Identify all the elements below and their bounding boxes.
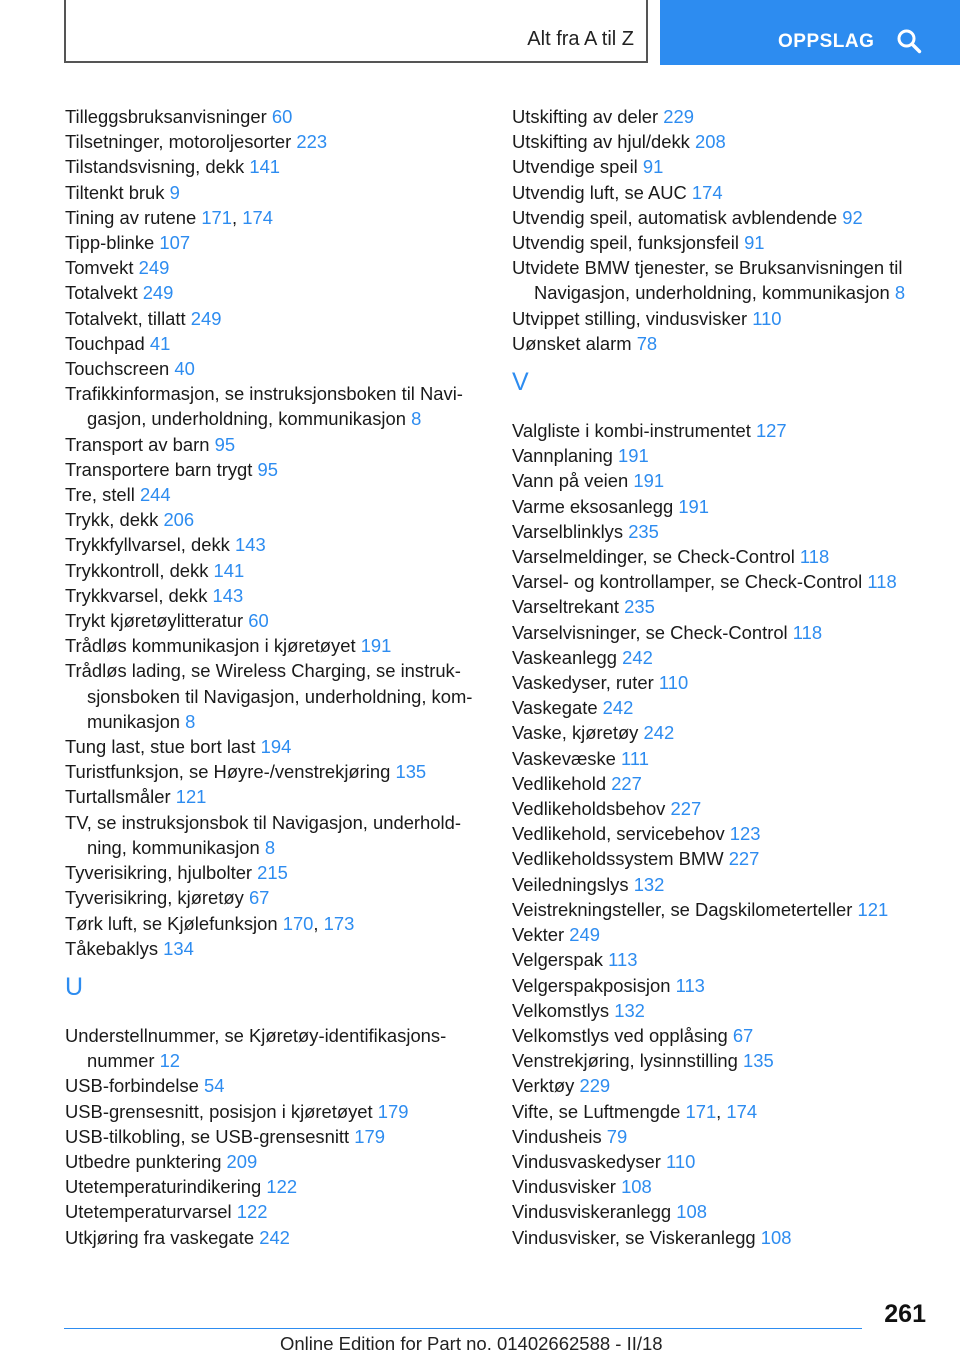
entry-term: Transport av barn <box>65 433 210 455</box>
page-reference-link[interactable]: 191 <box>618 445 649 467</box>
oppslag-tab[interactable] <box>660 0 960 65</box>
tab-label: OPPSLAG <box>778 31 875 52</box>
index-entry <box>65 1073 483 1098</box>
index-entry <box>512 973 932 998</box>
entry-term: USB-grensesnitt, posisjon i kjøretøyet <box>65 1100 373 1122</box>
entry-term: TV, se instruksjonsbok til Navigasjon, underhold-ning, kommunikasjon <box>65 811 461 858</box>
page-reference-link[interactable]: 121 <box>175 786 207 808</box>
page-reference-link[interactable]: 122 <box>236 1201 268 1223</box>
entry-term: Tilsetninger, motoroljesorter <box>65 131 292 153</box>
section-title: Alt fra A til Z <box>527 28 634 50</box>
page-reference-link[interactable]: 113 <box>675 974 705 996</box>
index-entry <box>65 608 483 633</box>
page-reference-link[interactable]: 92 <box>842 206 863 228</box>
page-reference-link[interactable]: 141 <box>213 559 245 581</box>
index-entry <box>512 205 932 230</box>
page-reference-link[interactable]: 107 <box>159 232 191 254</box>
entry-term: Trykkfyllvarsel, dekk <box>65 534 230 556</box>
entry-term: Verktøy <box>512 1075 575 1097</box>
page-reference-link[interactable]: 67 <box>248 887 270 909</box>
page-reference-link[interactable]: 135 <box>743 1050 774 1072</box>
page-reference-link[interactable]: 171 <box>685 1100 717 1122</box>
index-entry <box>512 1048 932 1073</box>
page-reference-link[interactable]: 249 <box>138 257 170 279</box>
index-entry <box>65 104 483 129</box>
page-reference-link[interactable]: 8 <box>264 836 276 858</box>
index-entry <box>65 583 483 608</box>
page-reference-link[interactable]: 134 <box>163 937 194 959</box>
page-reference-link[interactable]: 79 <box>606 1125 628 1147</box>
index-entry <box>512 846 932 871</box>
page-reference-link[interactable]: 12 <box>159 1050 181 1072</box>
entry-term: Utskifting av hjul/dekk <box>512 131 690 153</box>
index-entry: Tining av rutene 171, 174 <box>65 206 273 228</box>
page-reference-link[interactable]: 191 <box>678 495 709 517</box>
index-entry <box>512 418 932 443</box>
entry-term: Trådløs kommunikasjon i kjøretøyet <box>65 635 356 657</box>
page-reference-link[interactable]: 118 <box>792 621 823 643</box>
page-reference-link[interactable]: 179 <box>354 1125 385 1147</box>
entry-term: Vindusvisker <box>512 1176 616 1198</box>
index-letter-heading: U <box>65 972 84 1001</box>
page-reference-link[interactable]: 223 <box>296 131 328 153</box>
page-reference-link[interactable]: 179 <box>377 1100 409 1122</box>
page-reference-link[interactable]: 174 <box>691 181 723 203</box>
index-entry <box>512 1124 932 1149</box>
entry-term: Velgerspakposisjon <box>512 974 671 996</box>
entry-term: Veiledningslys <box>512 873 629 895</box>
index-entry <box>65 1225 483 1250</box>
index-entry <box>512 443 932 468</box>
index-entry <box>512 306 932 331</box>
index-entry <box>512 897 932 922</box>
entry-term: Vedlikehold, servicebehov <box>512 823 725 845</box>
entry-term: Tre, stell <box>65 484 135 506</box>
index-entry: Tørk luft, se Kjølefunksjon 170, 173 <box>65 912 355 934</box>
page-reference-link[interactable]: 8 <box>185 710 196 732</box>
entry-term: Tining av rutene <box>65 206 197 228</box>
entry-term: Utetemperaturindikering <box>65 1176 262 1198</box>
index-entry <box>65 457 483 482</box>
entry-term: Utvendig speil, automatisk avblendende <box>512 206 838 228</box>
index-entry <box>65 280 483 305</box>
index-entry <box>512 255 932 305</box>
index-entry <box>512 331 932 356</box>
index-entry <box>65 306 483 331</box>
page-reference-link[interactable]: 173 <box>323 912 355 934</box>
page-reference-link[interactable]: 108 <box>760 1226 792 1248</box>
entry-term: Utkjøring fra vaskegate <box>65 1226 255 1248</box>
page-reference-link[interactable]: 135 <box>395 761 427 783</box>
index-entry <box>512 771 932 796</box>
index-entry <box>512 180 932 205</box>
entry-term: Vaskeanlegg <box>512 646 617 668</box>
page-reference-link[interactable]: 110 <box>658 672 689 694</box>
entry-term: Trykt kjøretøylitteratur <box>65 610 244 632</box>
entry-term: Utetemperaturvarsel <box>65 1201 232 1223</box>
entry-term: Trådløs lading, se Wireless Charging, se instruk-sjonsboken til Navigasjon, underholdning, kom-munikasjon <box>65 660 473 732</box>
page-reference-link[interactable]: 227 <box>728 848 760 870</box>
page-reference-link[interactable]: 229 <box>579 1075 611 1097</box>
entry-term: Vindusvaskedyser <box>512 1150 661 1172</box>
entry-term: Trykk, dekk <box>65 509 159 531</box>
page-reference-link[interactable]: 122 <box>266 1176 298 1198</box>
entry-term: Vedlikeholdssystem BMW <box>512 848 724 870</box>
index-entry <box>65 936 483 961</box>
index-entry <box>65 331 483 356</box>
entry-term: Turistfunksjon, se Høyre-/venstrekjøring <box>65 761 391 783</box>
index-entry <box>512 129 932 154</box>
entry-term: Trykkontroll, dekk <box>65 559 209 581</box>
index-entry <box>65 734 483 759</box>
page-reference-link[interactable]: 95 <box>214 433 236 455</box>
index-entry <box>512 104 932 129</box>
page-reference-link[interactable]: 209 <box>226 1150 258 1172</box>
page-reference-link[interactable]: 242 <box>259 1226 290 1248</box>
page-reference-link[interactable]: 227 <box>670 798 702 820</box>
index-entry <box>512 922 932 947</box>
page-reference-link[interactable]: 229 <box>663 106 694 127</box>
entry-term: Vindusheis <box>512 1125 602 1147</box>
entry-term: Tyverisikring, hjulbolter <box>65 862 253 884</box>
entry-term: Trafikkinformasjon, se instruksjonsboken til Navi-gasjon, underholdning, kommunikasjon <box>65 383 463 430</box>
index-entry <box>65 759 483 784</box>
entry-term: Transportere barn trygt <box>65 458 253 480</box>
page-reference-link[interactable]: 54 <box>204 1075 225 1097</box>
index-entry <box>65 356 483 381</box>
entry-term: Varselblinklys <box>512 520 624 542</box>
footer-divider <box>64 1328 862 1329</box>
entry-term: Velgerspak <box>512 949 603 971</box>
page-reference-link[interactable]: 215 <box>257 862 288 884</box>
page-reference-link[interactable]: 191 <box>360 635 392 657</box>
page-reference-link[interactable]: 171 <box>201 206 233 228</box>
entry-term: Valgliste i kombi-instrumentet <box>512 420 751 442</box>
page-reference-link[interactable]: 170 <box>282 912 314 934</box>
page-reference-link[interactable]: 111 <box>621 747 649 769</box>
index-entry <box>512 796 932 821</box>
page-reference-link[interactable]: 78 <box>636 332 658 354</box>
index-entry <box>512 544 932 569</box>
index-entry <box>65 154 483 179</box>
entry-term: Utvendig luft, se AUC <box>512 181 687 203</box>
entry-term: Varme eksosanlegg <box>512 495 674 517</box>
entry-term: Tilleggsbruksanvisninger <box>65 106 267 127</box>
index-entry <box>512 468 932 493</box>
entry-term: Utvippet stilling, vindusvisker <box>512 307 748 329</box>
page-reference-link[interactable]: 244 <box>139 484 171 506</box>
page-reference-link[interactable]: 143 <box>212 584 244 606</box>
page-reference-link[interactable]: 95 <box>257 458 278 480</box>
page-reference-link[interactable]: 249 <box>142 282 174 304</box>
index-entry <box>512 872 932 897</box>
page-reference-link[interactable]: 8 <box>894 282 906 304</box>
page-reference-link[interactable]: 40 <box>174 358 195 380</box>
index-entry <box>512 998 932 1023</box>
entry-term: Venstrekjøring, lysinnstilling <box>512 1050 738 1072</box>
page-reference-link[interactable]: 242 <box>622 646 653 668</box>
page-reference-link[interactable]: 9 <box>169 181 180 203</box>
page-reference-link[interactable]: 41 <box>149 332 171 354</box>
index-entry <box>512 1174 932 1199</box>
search-icon[interactable] <box>896 28 922 54</box>
page-reference-link[interactable]: 191 <box>633 470 665 492</box>
entry-term: Utvidete BMW tjenester, se Bruksanvisningen til Navigasjon, underholdning, kommunikasjon <box>512 257 903 304</box>
entry-term: Varsel- og kontrollamper, se Check-Control <box>512 571 863 593</box>
entry-term: Velkomstlys <box>512 999 610 1021</box>
index-entry <box>65 255 483 280</box>
page-reference-link[interactable]: 227 <box>611 772 642 794</box>
page-reference-link[interactable]: 132 <box>633 873 665 895</box>
index-entry <box>512 695 932 720</box>
page-reference-link[interactable]: 118 <box>867 571 897 593</box>
index-letter-heading: V <box>512 368 529 397</box>
entry-term: Vifte, se Luftmengde <box>512 1100 681 1122</box>
page-reference-link[interactable]: 91 <box>744 232 765 254</box>
index-entry <box>65 810 483 860</box>
entry-term: Touchscreen <box>65 358 170 380</box>
index-entry <box>512 947 932 972</box>
entry-term: Vedlikeholdsbehov <box>512 798 666 820</box>
section-header <box>64 0 648 63</box>
entry-term: Velkomstlys ved opplåsing <box>512 1024 728 1046</box>
index-entry <box>512 1149 932 1174</box>
index-entry <box>65 1023 483 1073</box>
index-entry <box>65 482 483 507</box>
entry-term: Uønsket alarm <box>512 332 632 354</box>
page-reference-link[interactable]: 194 <box>260 736 292 758</box>
index-entry <box>65 784 483 809</box>
page-reference-link[interactable]: 108 <box>621 1176 652 1198</box>
index-entry <box>512 620 932 645</box>
index-entry <box>65 1124 483 1149</box>
entry-term: Utvendige speil <box>512 156 638 178</box>
page-reference-link[interactable]: 242 <box>602 697 634 719</box>
index-entry <box>512 1199 932 1224</box>
entry-term: USB-forbindelse <box>65 1075 199 1097</box>
index-entry <box>65 1199 483 1224</box>
index-entry <box>65 129 483 154</box>
page-reference-link[interactable]: 118 <box>799 546 830 568</box>
entry-term: Tomvekt <box>65 257 134 279</box>
page-reference-link[interactable]: 132 <box>614 999 645 1021</box>
page-reference-link[interactable]: 110 <box>752 307 782 329</box>
index-entry <box>65 180 483 205</box>
entry-term: Varseltrekant <box>512 596 619 618</box>
entry-term: Vekter <box>512 924 565 946</box>
entry-term: Tipp-blinke <box>65 232 155 254</box>
page-number: 261 <box>884 1300 926 1328</box>
page-reference-link[interactable]: 127 <box>755 420 787 442</box>
page-reference-link[interactable]: 143 <box>235 534 266 556</box>
entry-term: Vindusviskeranlegg <box>512 1201 672 1223</box>
page-reference-link[interactable]: 249 <box>569 924 600 946</box>
index-entry <box>512 569 932 594</box>
entry-term: Tung last, stue bort last <box>65 736 256 758</box>
index-column-right <box>512 104 932 1250</box>
entry-term: Varselmeldinger, se Check-Control <box>512 546 795 568</box>
index-entry <box>65 860 483 885</box>
index-entry <box>512 230 932 255</box>
entry-term: Tåkebaklys <box>65 937 159 959</box>
entry-term: Tørk luft, se Kjølefunksjon <box>65 912 278 934</box>
index-entry <box>512 494 932 519</box>
index-entry <box>512 1225 932 1250</box>
edition-text: Online Edition for Part no. 01402662588 - II/18 <box>280 1333 663 1354</box>
index-entry <box>65 558 483 583</box>
page-reference-link[interactable]: 174 <box>726 1100 758 1122</box>
page-reference-link[interactable]: 249 <box>190 307 222 329</box>
index-entry <box>512 1073 932 1098</box>
page-reference-link[interactable]: 110 <box>666 1150 696 1172</box>
index-entry <box>65 885 483 910</box>
entry-term: Vaskedyser, ruter <box>512 672 654 694</box>
entry-term: USB-tilkobling, se USB-grensesnitt <box>65 1125 350 1147</box>
entry-term: Totalvekt <box>65 282 138 304</box>
entry-term: Varselvisninger, se Check-Control <box>512 621 788 643</box>
index-entry <box>512 594 932 619</box>
index-entry: Vifte, se Luftmengde 171, 174 <box>512 1100 758 1122</box>
entry-term: Trykkvarsel, dekk <box>65 584 208 606</box>
page-reference-link[interactable]: 60 <box>271 106 293 127</box>
index-column-left <box>65 104 483 1250</box>
page-reference-link[interactable]: 123 <box>729 823 761 845</box>
page-reference-link[interactable]: 242 <box>643 722 675 744</box>
entry-term: Touchpad <box>65 332 145 354</box>
page-reference-link[interactable]: 67 <box>732 1024 754 1046</box>
index-entry <box>65 658 483 734</box>
page-reference-link[interactable]: 235 <box>624 596 655 618</box>
index-entry <box>512 519 932 544</box>
page-reference-link[interactable]: 208 <box>694 131 726 153</box>
page-reference-link[interactable]: 60 <box>248 610 269 632</box>
index-entry <box>512 746 932 771</box>
entry-term: Vaskevæske <box>512 747 616 769</box>
page-reference-link[interactable]: 206 <box>163 509 195 531</box>
entry-term: Understellnummer, se Kjøretøy-identifikasjons-nummer <box>65 1024 447 1072</box>
page-reference-link[interactable]: 235 <box>628 520 659 542</box>
index-entry <box>65 532 483 557</box>
entry-term: Totalvekt, tillatt <box>65 307 186 329</box>
index-entry <box>65 1149 483 1174</box>
entry-term: Vaske, kjøretøy <box>512 722 639 744</box>
index-entry <box>65 230 483 255</box>
index-entry <box>512 154 932 179</box>
entry-term: Utvendig speil, funksjonsfeil <box>512 232 739 254</box>
index-entry <box>65 1099 483 1124</box>
index-entry <box>65 1174 483 1199</box>
entry-term: Tiltenkt bruk <box>65 181 165 203</box>
index-entry <box>65 381 483 431</box>
entry-term: Vaskegate <box>512 697 598 719</box>
page-reference-link[interactable]: 121 <box>857 898 889 920</box>
entry-term: Turtallsmåler <box>65 786 171 808</box>
entry-term: Tilstandsvisning, dekk <box>65 156 245 178</box>
index-entry <box>65 432 483 457</box>
page-reference-link[interactable]: 174 <box>242 206 273 228</box>
index-entry <box>65 633 483 658</box>
index-entry <box>512 720 932 745</box>
entry-term: Vedlikehold <box>512 772 607 794</box>
page-reference-link[interactable]: 108 <box>676 1201 707 1223</box>
entry-term: Utskifting av deler <box>512 106 659 127</box>
entry-term: Tyverisikring, kjøretøy <box>65 887 244 909</box>
entry-term: Veistrekningsteller, se Dagskilometerteller <box>512 898 853 920</box>
page-reference-link[interactable]: 113 <box>608 949 638 971</box>
index-entry <box>512 1023 932 1048</box>
entry-term: Utbedre punktering <box>65 1150 222 1172</box>
entry-term: Vann på veien <box>512 470 629 492</box>
page-reference-link[interactable]: 8 <box>411 408 422 430</box>
page-reference-link[interactable]: 141 <box>249 156 281 178</box>
entry-term: Vindusvisker, se Viskeranlegg <box>512 1226 756 1248</box>
index-entry <box>512 645 932 670</box>
entry-term: Vannplaning <box>512 445 613 467</box>
index-entry <box>512 821 932 846</box>
index-entry <box>512 670 932 695</box>
index-entry <box>65 507 483 532</box>
page-reference-link[interactable]: 91 <box>642 156 664 178</box>
